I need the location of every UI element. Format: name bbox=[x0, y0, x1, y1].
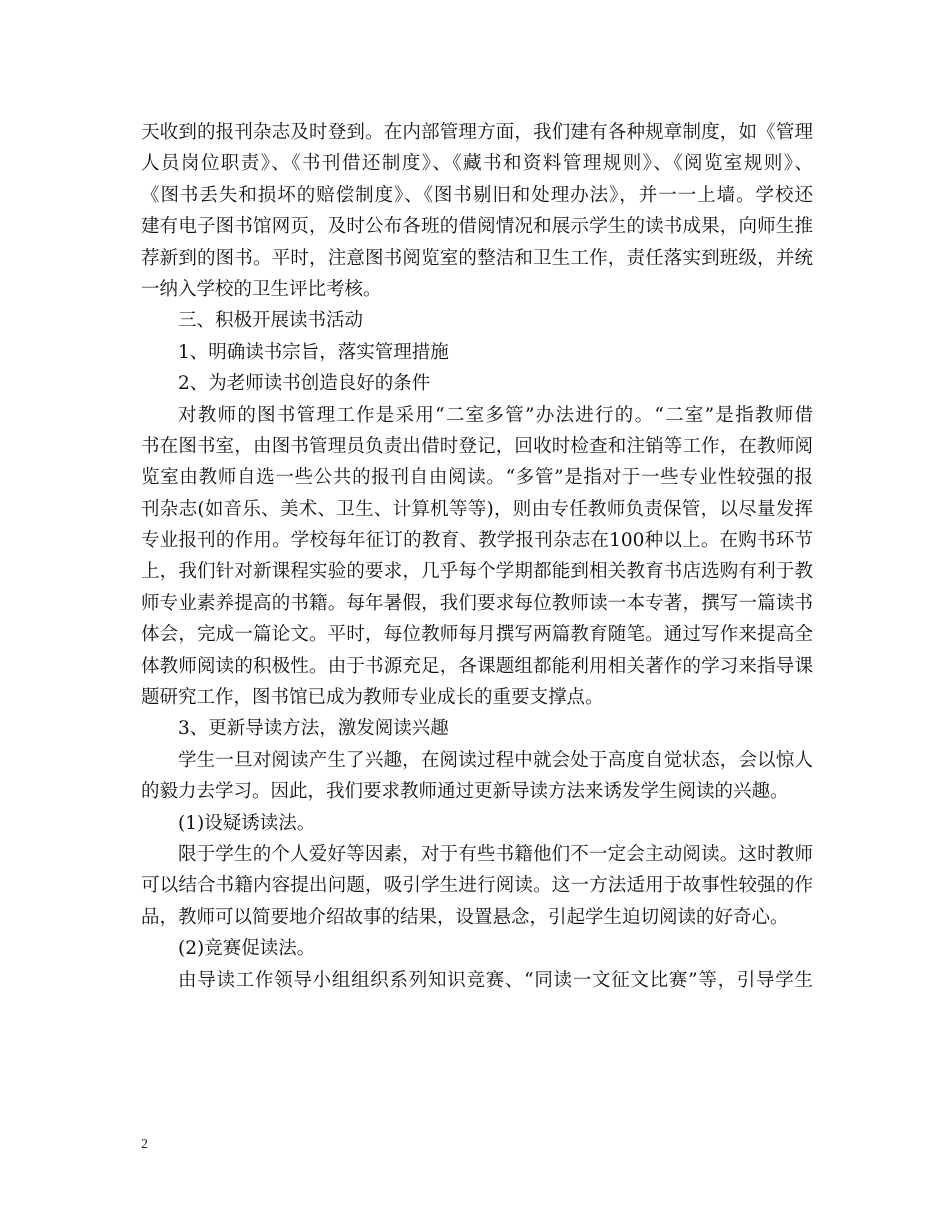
text-line: 师专业素养提高的书籍。每年暑假，我们要求每位教师读一本专著，撰写一篇读书 bbox=[141, 592, 813, 614]
text-line: 天收到的报刊杂志及时登到。在内部管理方面，我们建有各种规章制度，如《管理 bbox=[141, 122, 813, 143]
text-line: 专业报刊的作用。学校每年征订的教育、教学报刊杂志在100种以上。在购书环节 bbox=[141, 530, 813, 552]
text-line: 的毅力去学习。因此，我们要求教师通过更新导读方法来诱发学生阅读的兴趣。 bbox=[141, 781, 789, 803]
text-line: 品，教师可以简要地介绍故事的结果，设置悬念，引起学生迫切阅读的好奇心。 bbox=[141, 906, 789, 928]
text-line: 学生一旦对阅读产生了兴趣，在阅读过程中就会处于高度自觉状态，会以惊人 bbox=[178, 749, 813, 771]
text-line: 题研究工作，图书馆已成为教师专业成长的重要支撑点。 bbox=[141, 687, 604, 709]
section-heading: 三、积极开展读书活动 bbox=[178, 310, 364, 332]
text-line: 刊杂志(如音乐、美术、卫生、计算机等等)，则由专任教师负责保管，以尽量发挥 bbox=[141, 498, 813, 520]
text-line: 由导读工作领导小组组织系列知识竞赛、“同读一文征文比赛”等，引导学生 bbox=[178, 969, 813, 991]
text-line: 览室由教师自选一些公共的报刊自由阅读。“多管”是指对于一些专业性较强的报 bbox=[141, 467, 813, 489]
subsection-heading: 3、更新导读方法，激发阅读兴趣 bbox=[178, 718, 449, 740]
text-line: 对教师的图书管理工作是采用“二室多管”办法进行的。“二室”是指教师借 bbox=[178, 404, 813, 426]
text-line: 限于学生的个人爱好等因素，对于有些书籍他们不一定会主动阅读。这时教师 bbox=[178, 843, 813, 865]
text-line: 可以结合书籍内容提出问题，吸引学生进行阅读。这一方法适用于故事性较强的作 bbox=[141, 875, 813, 897]
subsection-heading: 1、明确读书宗旨，落实管理措施 bbox=[178, 341, 449, 363]
text-line: 建有电子图书馆网页，及时公布各班的借阅情况和展示学生的读书成果，向师生推 bbox=[141, 216, 813, 238]
text-line: 《图书丢失和损坏的赔偿制度》、《图书剔旧和处理办法》，并一一上墙。学校还 bbox=[141, 184, 813, 206]
body-text bbox=[141, 117, 813, 996]
method-heading: (2)竞赛促读法。 bbox=[178, 938, 316, 960]
text-line: 体教师阅读的积极性。由于书源充足，各课题组都能利用相关著作的学习来指导课 bbox=[141, 655, 813, 677]
text-line: 人员岗位职责》、《书刊借还制度》、《藏书和资料管理规则》、《阅览室规则》、 bbox=[141, 153, 813, 175]
text-line: 书在图书室，由图书管理员负责出借时登记，回收时检查和注销等工作，在教师阅 bbox=[141, 435, 813, 457]
text-line: 一纳入学校的卫生评比考核。 bbox=[141, 278, 382, 300]
subsection-heading: 2、为老师读书创造良好的条件 bbox=[178, 373, 431, 395]
method-heading: (1)设疑诱读法。 bbox=[178, 812, 316, 834]
text-line: 荐新到的图书。平时，注意图书阅览室的整洁和卫生工作，责任落实到班级，并统 bbox=[141, 247, 813, 269]
text-line: 上，我们针对新课程实验的要求，几乎每个学期都能到相关教育书店选购有利于教 bbox=[141, 561, 813, 583]
text-line: 体会，完成一篇论文。平时，每位教师每月撰写两篇教育随笔。通过写作来提高全 bbox=[141, 624, 813, 646]
page-number: 2 bbox=[141, 1137, 148, 1152]
